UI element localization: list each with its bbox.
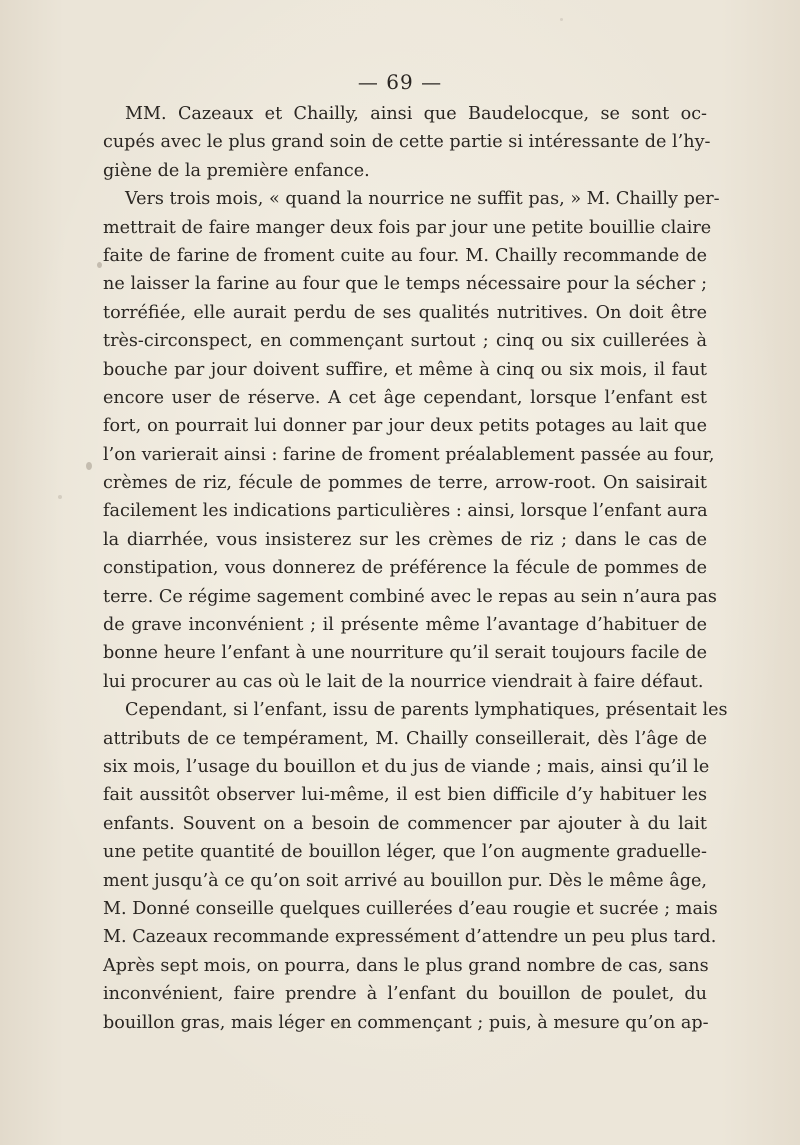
text-line: torréfiée, elle aurait perdu de ses qualités nutritives. On doit être	[103, 302, 707, 323]
text-line: Cependant, si l’enfant, issu de parents lymphatiques, présentait les	[125, 700, 728, 721]
text-line: une petite quantité de bouillon léger, que l’on augmente graduelle-	[103, 842, 707, 863]
paper-speck	[560, 18, 563, 21]
body-text	[103, 100, 728, 1037]
text-line: ne laisser la farine au four que le temps nécessaire pour la sécher ;	[103, 274, 707, 295]
text-line: attributs de ce tempérament, M. Chailly conseillerait, dès l’âge de	[103, 728, 707, 749]
text-line: enfants. Souvent on a besoin de commencer par ajouter à du lait	[103, 813, 707, 834]
text-line: MM. Cazeaux et Chailly, ainsi que Baudelocque, se sont oc-	[125, 104, 707, 124]
text-line: la diarrhée, vous insisterez sur les crèmes de riz ; dans le cas de	[103, 529, 707, 550]
text-line: fait aussitôt observer lui-même, il est bien difficile d’y habituer les	[103, 785, 707, 806]
text-line: Après sept mois, on pourra, dans le plus grand nombre de cas, sans	[103, 955, 709, 976]
text-line: mettrait de faire manger deux fois par jour une petite bouillie claire	[103, 217, 712, 238]
text-line: Vers trois mois, « quand la nourrice ne suffit pas, » M. Chailly per-	[125, 189, 720, 210]
text-line: bouche par jour doivent suffire, et même à cinq ou six mois, il faut	[103, 359, 707, 380]
text-line: constipation, vous donnerez de préférence la fécule de pommes de	[103, 558, 707, 579]
paper-speck	[86, 462, 92, 470]
text-line: bonne heure l’enfant à une nourriture qu’il serait toujours facile de	[103, 643, 707, 664]
text-line: six mois, l’usage du bouillon et du jus de viande ; mais, ainsi qu’il le	[103, 756, 710, 777]
text-line: fort, on pourrait lui donner par jour deux petits potages au lait que	[103, 416, 707, 437]
paper-speck	[340, 1022, 345, 1029]
text-line: giène de la première enfance.	[103, 160, 370, 181]
text-line: cupés avec le plus grand soin de cette partie si intéressante de l’hy-	[103, 132, 711, 153]
text-line: très-circonspect, en commençant surtout ; cinq ou six cuillerées à	[103, 331, 707, 352]
text-line: l’on varierait ainsi : farine de froment préalablement passée au four,	[103, 444, 715, 465]
paper-speck	[58, 495, 62, 499]
text-line: inconvénient, faire prendre à l’enfant du bouillon de poulet, du	[103, 984, 707, 1005]
text-line: M. Donné conseille quelques cuillerées d’eau rougie et sucrée ; mais	[103, 898, 718, 919]
text-line: lui procurer au cas où le lait de la nourrice viendrait à faire défaut.	[103, 671, 704, 692]
text-line: encore user de réserve. A cet âge cependant, lorsque l’enfant est	[103, 387, 707, 408]
page-number: — 69 —	[357, 70, 443, 94]
paper-speck	[97, 262, 102, 268]
text-line: facilement les indications particulières : ainsi, lorsque l’enfant aura	[103, 501, 708, 522]
text-line: terre. Ce régime sagement combiné avec le repas au sein n’aura pas	[103, 586, 717, 607]
text-line: M. Cazeaux recommande expressément d’attendre un peu plus tard.	[103, 927, 717, 948]
text-line: de grave inconvénient ; il présente même l’avantage d’habituer de	[103, 615, 707, 636]
text-line: ment jusqu’à ce qu’on soit arrivé au bouillon pur. Dès le même âge,	[103, 870, 707, 891]
text-line: crèmes de riz, fécule de pommes de terre, arrow-root. On saisirait	[103, 473, 707, 494]
text-line: faite de farine de froment cuite au four. M. Chailly recommande de	[103, 245, 707, 266]
text-line: bouillon gras, mais léger en commençant ; puis, à mesure qu’on ap-	[103, 1012, 709, 1033]
